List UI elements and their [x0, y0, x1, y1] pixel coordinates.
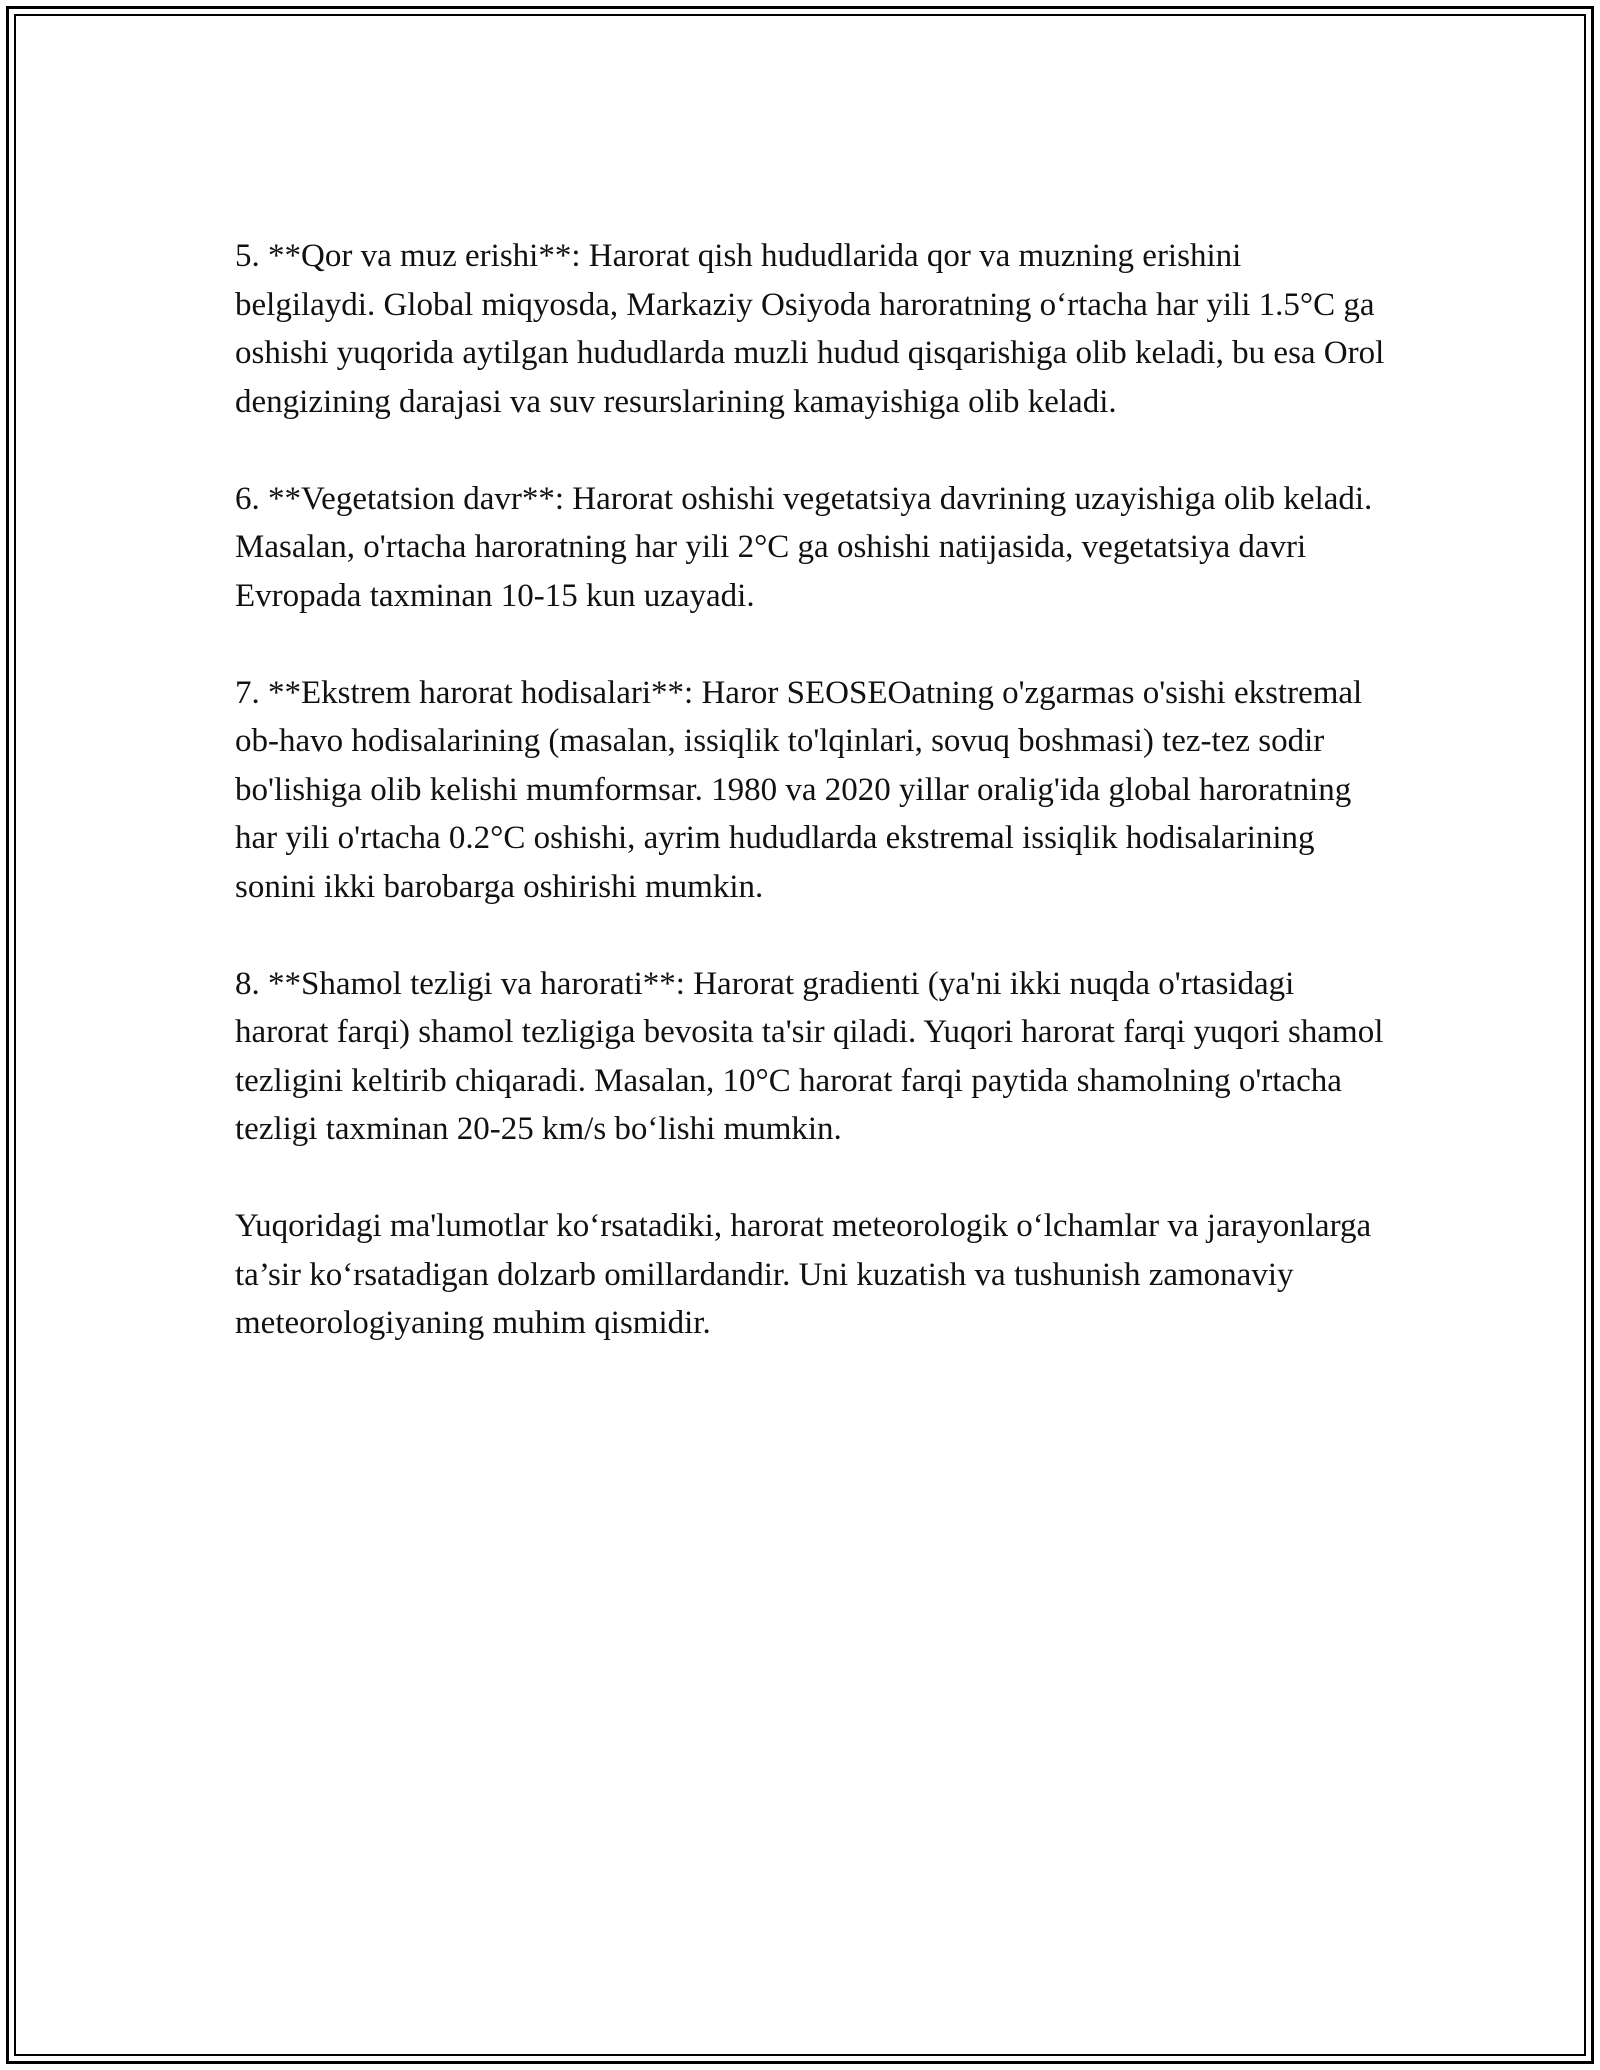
paragraph-wind-speed: 8. **Shamol tezligi va harorati**: Harorat gradienti (ya'ni ikki nuqda o'rtasidagi harorat farqi) shamol tezligiga bevosita ta'sir qiladi. Yuqori harorat farqi yuqori shamol tezligini keltirib chiqaradi. Masalan, 10°C harorat farqi paytida shamolning o'rtacha tezligi taxminan 20-25 km/s bo‘lishi mumkin.: [235, 965, 1384, 1147]
paragraph-snow-ice-melting: 5. **Qor va muz erishi**: Harorat qish hududlarida qor va muzning erishini belgilaydi. Global miqyosda, Markaziy Osiyoda haroratning o‘rtacha har yili 1.5°C ga oshishi yuqorida aytilgan hududlarda muzli hudud qisqarishiga olib keladi, bu esa Orol dengizining darajasi va suv resurslarining kamayishiga olib keladi.: [235, 238, 1385, 420]
document-body: [235, 232, 1385, 1396]
paragraph-extreme-temperature: 7. **Ekstrem harorat hodisalari**: Haror SEOSEOatning o'zgarmas o'sishi ekstremal ob-havo hodisalarining (masalan, issiqlik to'lqinlari, sovuq boshmasi) tez-tez sodir bo'lishiga olib kelishi mumformsar. 1980 va 2020 yillar oralig'ida global haroratning har yili o'rtacha 0.2°C oshishi, ayrim hududlarda ekstremal issiqlik hodisalarining sonini ikki barobarga oshirishi mumkin.: [235, 674, 1363, 905]
paragraph-conclusion: Yuqoridagi ma'lumotlar ko‘rsatadiki, harorat meteorologik o‘lchamlar va jarayonlarga ta’sir ko‘rsatadigan dolzarb omillardandir. Uni kuzatish va tushunish zamonaviy meteorologiyaning muhim qismidir.: [235, 1208, 1372, 1341]
paragraph-vegetation-period: 6. **Vegetatsion davr**: Harorat oshishi vegetatsiya davrining uzayishiga olib keladi. Masalan, o'rtacha haroratning har yili 2°C ga oshishi natijasida, vegetatsiya davri Evropada taxminan 10-15 kun uzayadi.: [235, 480, 1373, 614]
